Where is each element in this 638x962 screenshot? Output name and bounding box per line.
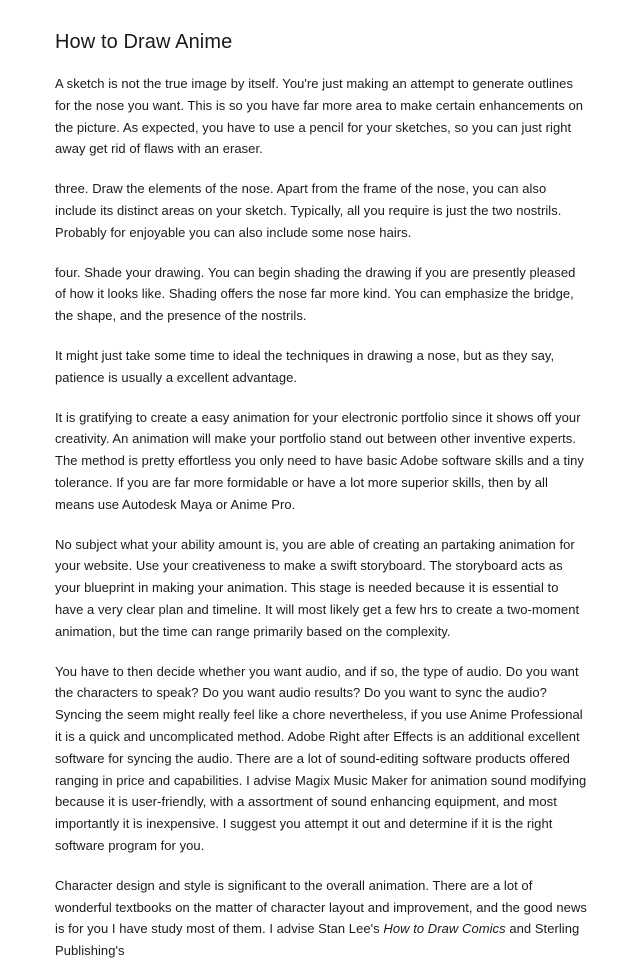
paragraph-2: three. Draw the elements of the nose. Apart from the frame of the nose, you can also include its distinct areas on your sketch. Typically, all you require is just the two nostrils. Probably for enjoyable you can also include some nose hairs.	[55, 181, 562, 240]
paragraph-8-text-before: Character design and style is significant to the overall animation. There are a lot of wonderful textbooks on the matter of character layout and improvement, and the good news is for you I have study most of them. I advise Stan Lee's	[55, 877, 587, 937]
paragraph-3: four. Shade your drawing. You can begin shading the drawing if you are presently pleased of how it looks like. Shading offers the nose far more kind. You can emphasize the bridge, the shape, and the presence of the nostrils.	[55, 264, 576, 324]
paragraph-8	[55, 875, 589, 962]
book-title-italic: How to Draw Comics	[383, 921, 506, 937]
paragraph-1: A sketch is not the true image by itself. You're just making an attempt to generate outlines for the nose you want. This is so you have far more area to make certain enhancements on the picture. As expected, you have to use a pencil for your sketches, so you can just right away get rid of flaws with an eraser.	[55, 76, 584, 157]
paragraph-6: No subject what your ability amount is, you are able of creating an partaking animation for your website. Use your creativeness to make a swift storyboard. The storyboard acts as your blueprint in making your animation. This stage is needed because it is essential to have a very clear plan and timeline. It will most likely get a few hrs to create a two-moment animation, but the time can range primarily based on the complexity.	[55, 536, 580, 639]
paragraph-8-text-after: and Sterling Publishing's	[55, 921, 580, 959]
paragraph-7: You have to then decide whether you want audio, and if so, the type of audio. Do you want the characters to speak? Do you want audio results? Do you want to sync the audio? Syncing the seem might really feel like a chore nevertheless, if you use Anime Professional it is a quick and uncomplicated method. Adobe Right after Effects is an additional excellent software for syncing the audio. There are a lot of sound-editing software products offered ranging in price and capabilities. I advise Magix Music Maker for animation sound modifying because it is user-friendly, with a assortment of sound enhancing equipment, and most importantly it is inexpensive. I suggest you attempt it out and determine if it is the right software program for you.	[55, 663, 587, 853]
page-title: How to Draw Anime	[55, 31, 233, 53]
paragraph-4: It might just take some time to ideal the techniques in drawing a nose, but as they say, patience is usually a excellent advantage.	[55, 347, 555, 385]
paragraph-5: It is gratifying to create a easy animation for your electronic portfolio since it shows off your creativity. An animation will make your portfolio stand out between other inventive experts. The method is pretty effortless you only need to have basic Adobe software skills and a tiny tolerance. If you are far more formidable or have a lot more superior skills, then by all means use Autodesk Maya or Anime Pro.	[55, 409, 584, 512]
document-body	[55, 30, 589, 962]
